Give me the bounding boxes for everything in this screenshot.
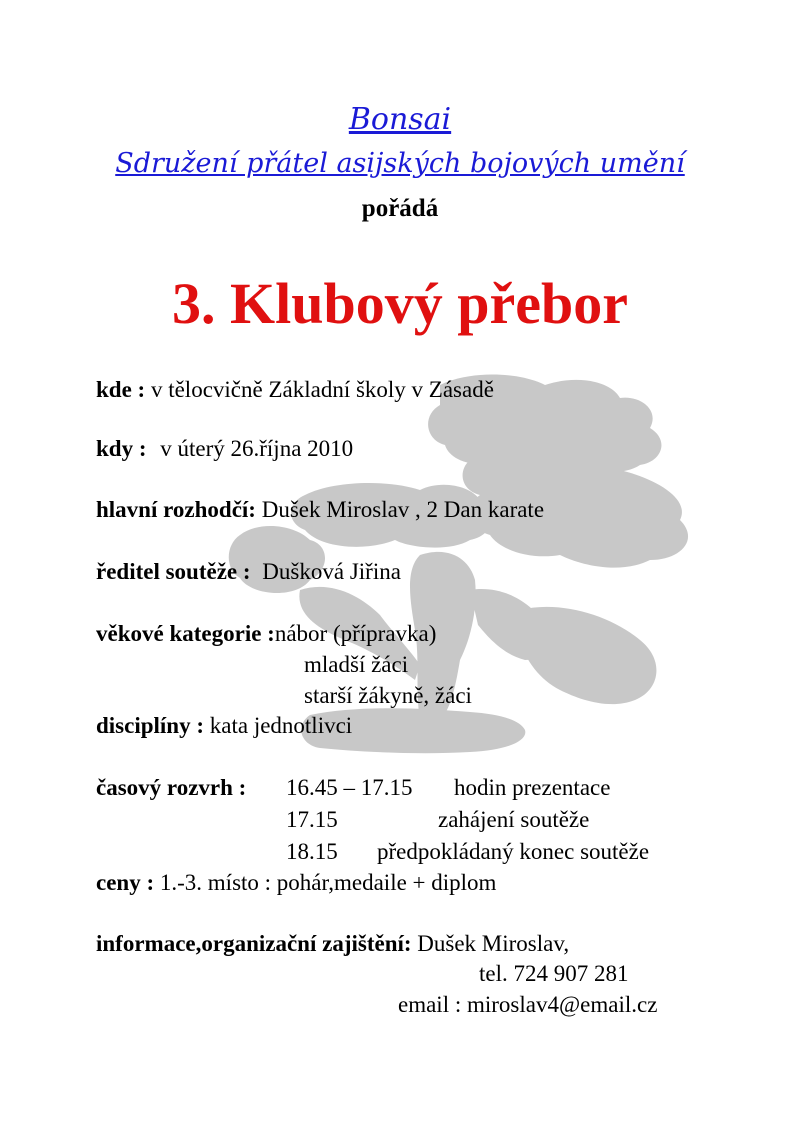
schedule-time: 17.15	[286, 807, 338, 832]
where-value: v tělocvičně Základní školy v Zásadě	[150, 377, 494, 402]
disciplines-value: kata jednotlivci	[209, 713, 353, 738]
referee-row	[96, 498, 544, 521]
info-phone: tel. 724 907 281	[479, 961, 629, 986]
info-name: Dušek Miroslav,	[417, 931, 570, 956]
referee-label: hlavní rozhodčí:	[96, 497, 256, 522]
prizes-label: ceny :	[96, 870, 155, 895]
category-item: starší žákyně, žáci	[304, 683, 472, 708]
prizes-value: 1.-3. místo : pohár,medaile + diplom	[159, 870, 497, 895]
where-label: kde :	[96, 377, 146, 402]
when-row	[96, 437, 353, 460]
referee-value: Dušek Miroslav , 2 Dan karate	[261, 497, 545, 522]
schedule-event: zahájení soutěže	[438, 807, 590, 832]
organization-name: Bonsai	[348, 102, 452, 137]
organization-subtitle: Sdružení přátel asijských bojových umění	[115, 148, 685, 179]
category-item: mladší žáci	[304, 652, 409, 677]
category-item: nábor (přípravka)	[274, 621, 437, 646]
where-row	[96, 378, 494, 401]
director-row	[96, 560, 401, 583]
categories-label: věkové kategorie :	[96, 621, 275, 646]
schedule-time: 16.45 – 17.15	[286, 775, 413, 800]
when-label: kdy :	[96, 436, 147, 461]
schedule-time: 18.15	[286, 839, 338, 864]
prizes-row	[96, 871, 496, 894]
disciplines-row	[96, 714, 352, 737]
schedule-event: hodin prezentace	[454, 775, 611, 800]
when-value: v úterý 26.října 2010	[160, 436, 354, 461]
categories-row	[96, 622, 436, 645]
page-title: 3. Klubový přebor	[172, 271, 628, 336]
info-label: informace,organizační zajištění:	[96, 931, 412, 956]
organizes-label: pořádá	[361, 195, 439, 222]
info-email: email : miroslav4@email.cz	[398, 992, 658, 1017]
director-label: ředitel soutěže :	[96, 559, 251, 584]
schedule-label: časový rozvrh :	[96, 775, 247, 800]
info-row	[96, 932, 569, 955]
director-value: Dušková Jiřina	[262, 559, 401, 584]
disciplines-label: disciplíny :	[96, 713, 205, 738]
schedule-event: předpokládaný konec soutěže	[377, 839, 650, 864]
